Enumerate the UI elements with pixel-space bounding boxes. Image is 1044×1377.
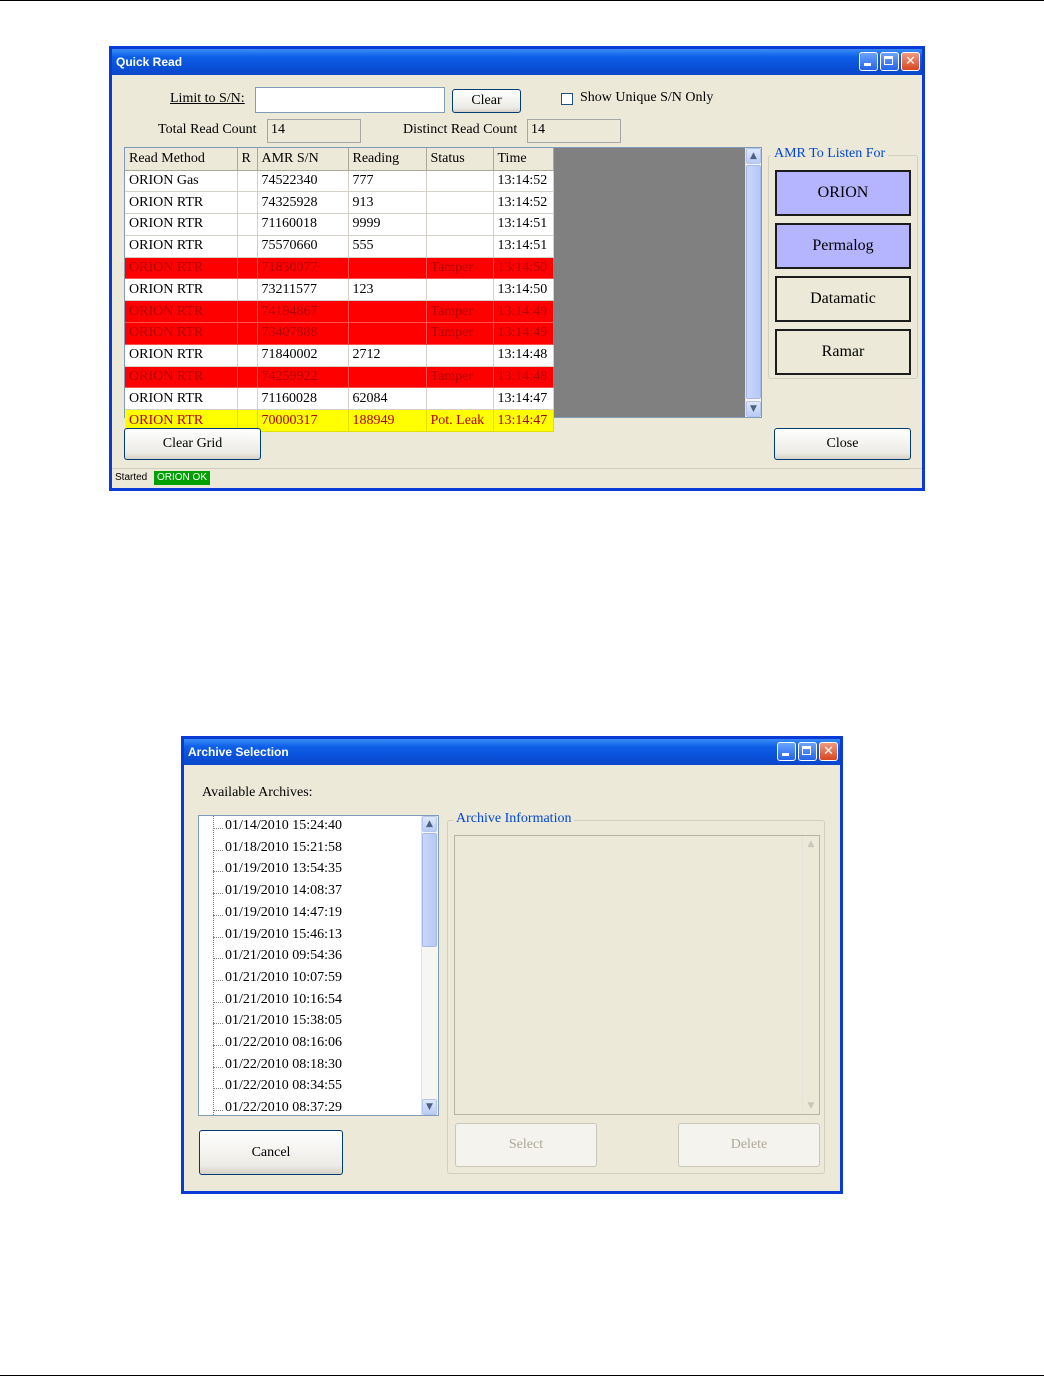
table-cell-status bbox=[426, 192, 493, 214]
table-cell-status: Pot. Leak bbox=[426, 410, 493, 432]
distinct-read-count-value: 14 bbox=[527, 119, 621, 143]
select-button[interactable]: Select bbox=[455, 1123, 597, 1167]
window-title: Quick Read bbox=[116, 55, 183, 69]
grid-header-row bbox=[125, 148, 553, 170]
table-cell-time: 13:14:49 bbox=[493, 301, 553, 323]
table-row[interactable] bbox=[125, 323, 553, 345]
table-cell-reading: 62084 bbox=[348, 388, 426, 410]
table-cell-time: 13:14:50 bbox=[493, 279, 553, 301]
table-cell-method: ORION RTR bbox=[125, 410, 237, 432]
maximize-icon bbox=[799, 743, 816, 760]
archive-item[interactable]: 01/21/2010 15:38:05 bbox=[213, 1013, 342, 1029]
table-cell-status: Tamper bbox=[426, 323, 493, 345]
scroll-down-icon[interactable]: ▼ bbox=[422, 1099, 437, 1115]
table-cell-sn: 71840002 bbox=[257, 344, 348, 366]
scroll-up-icon[interactable]: ▲ bbox=[746, 148, 761, 164]
table-cell-time: 13:14:51 bbox=[493, 214, 553, 236]
reads-table bbox=[125, 148, 554, 432]
table-cell-status: Tamper bbox=[426, 301, 493, 323]
status-badge: ORION OK bbox=[154, 471, 210, 485]
column-header[interactable]: Time bbox=[493, 148, 553, 170]
minimize-button[interactable] bbox=[859, 52, 878, 71]
table-cell-r bbox=[237, 301, 257, 323]
table-cell-reading: 123 bbox=[348, 279, 426, 301]
table-cell-sn: 74259922 bbox=[257, 366, 348, 388]
archive-window-title: Archive Selection bbox=[188, 745, 289, 759]
scroll-up-icon[interactable]: ▲ bbox=[422, 816, 437, 832]
table-cell-method: ORION RTR bbox=[125, 257, 237, 279]
table-cell-r bbox=[237, 279, 257, 301]
table-cell-r bbox=[237, 344, 257, 366]
table-cell-reading bbox=[348, 323, 426, 345]
table-cell-r bbox=[237, 192, 257, 214]
table-cell-reading bbox=[348, 257, 426, 279]
archive-item[interactable]: 01/21/2010 10:07:59 bbox=[213, 970, 342, 986]
table-cell-time: 13:14:47 bbox=[493, 410, 553, 432]
table-cell-time: 13:14:49 bbox=[493, 323, 553, 345]
archive-info-label: Archive Information bbox=[453, 811, 574, 827]
table-cell-r bbox=[237, 170, 257, 192]
table-row[interactable] bbox=[125, 301, 553, 323]
top-page-rule bbox=[0, 0, 1044, 1]
amr-group-label: AMR To Listen For bbox=[771, 146, 888, 162]
table-cell-status bbox=[426, 344, 493, 366]
maximize-button[interactable] bbox=[880, 52, 899, 71]
archive-item[interactable]: 01/14/2010 15:24:40 bbox=[213, 818, 342, 834]
archive-item[interactable]: 01/22/2010 08:16:06 bbox=[213, 1035, 342, 1051]
table-cell-sn: 70000317 bbox=[257, 410, 348, 432]
table-row[interactable] bbox=[125, 170, 553, 192]
table-cell-reading: 2712 bbox=[348, 344, 426, 366]
distinct-read-count-label: Distinct Read Count bbox=[403, 122, 518, 137]
archive-info-group bbox=[447, 811, 825, 1174]
table-cell-reading: 188949 bbox=[348, 410, 426, 432]
close-icon: ✕ bbox=[905, 54, 916, 69]
table-cell-method: ORION RTR bbox=[125, 214, 237, 236]
table-cell-method: ORION Gas bbox=[125, 170, 237, 192]
column-header[interactable]: AMR S/N bbox=[257, 148, 348, 170]
table-cell-status: Tamper bbox=[426, 366, 493, 388]
table-cell-method: ORION RTR bbox=[125, 366, 237, 388]
archive-item[interactable]: 01/22/2010 08:18:30 bbox=[213, 1057, 342, 1073]
amr-button-orion[interactable]: ORION bbox=[775, 170, 911, 216]
archive-info-box bbox=[454, 835, 820, 1115]
unique-sn-label: Show Unique S/N Only bbox=[580, 90, 714, 105]
table-cell-method: ORION RTR bbox=[125, 301, 237, 323]
bottom-page-rule bbox=[0, 1375, 1044, 1376]
table-cell-sn: 71830077 bbox=[257, 257, 348, 279]
table-row[interactable] bbox=[125, 344, 553, 366]
table-row[interactable] bbox=[125, 235, 553, 257]
table-cell-sn: 74194867 bbox=[257, 301, 348, 323]
table-cell-time: 13:14:50 bbox=[493, 257, 553, 279]
clear-button[interactable]: Clear bbox=[452, 89, 521, 113]
table-cell-method: ORION RTR bbox=[125, 323, 237, 345]
table-cell-r bbox=[237, 366, 257, 388]
amr-button-datamatic[interactable]: Datamatic bbox=[775, 276, 911, 322]
archive-close-window-button[interactable] bbox=[819, 742, 838, 761]
quick-read-titlebar[interactable] bbox=[112, 49, 922, 75]
table-cell-reading: 555 bbox=[348, 235, 426, 257]
table-cell-r bbox=[237, 257, 257, 279]
reads-grid[interactable] bbox=[124, 147, 762, 428]
limit-sn-label: Limit to S/N: bbox=[170, 91, 245, 106]
grid-body bbox=[125, 170, 553, 432]
table-cell-r bbox=[237, 214, 257, 236]
archive-item[interactable]: 01/19/2010 13:54:35 bbox=[213, 861, 342, 877]
table-cell-reading bbox=[348, 366, 426, 388]
archive-item[interactable]: 01/21/2010 09:54:36 bbox=[213, 948, 342, 964]
table-cell-time: 13:14:48 bbox=[493, 366, 553, 388]
column-header[interactable]: Reading bbox=[348, 148, 426, 170]
table-cell-sn: 71160018 bbox=[257, 214, 348, 236]
status-text: Started bbox=[115, 472, 148, 483]
grid-scrollbar[interactable] bbox=[745, 148, 761, 417]
table-row[interactable] bbox=[125, 257, 553, 279]
scroll-up-icon: ▲ bbox=[807, 839, 815, 849]
archive-minimize-button[interactable] bbox=[777, 742, 796, 761]
table-row[interactable] bbox=[125, 279, 553, 301]
archive-scrollbar[interactable] bbox=[421, 816, 438, 1115]
archive-titlebar[interactable] bbox=[184, 739, 840, 765]
table-cell-reading: 913 bbox=[348, 192, 426, 214]
table-cell-time: 13:14:47 bbox=[493, 388, 553, 410]
minimize-icon bbox=[860, 53, 877, 70]
archive-item[interactable]: 01/22/2010 08:37:29 bbox=[213, 1100, 342, 1116]
table-cell-reading bbox=[348, 301, 426, 323]
table-cell-status bbox=[426, 235, 493, 257]
table-row[interactable] bbox=[125, 388, 553, 410]
total-read-count-value: 14 bbox=[267, 119, 361, 143]
minimize-icon bbox=[778, 743, 795, 760]
column-header[interactable]: R bbox=[237, 148, 257, 170]
table-cell-sn: 74325928 bbox=[257, 192, 348, 214]
table-cell-time: 13:14:52 bbox=[493, 192, 553, 214]
scroll-down-icon: ▼ bbox=[807, 1101, 815, 1111]
unique-sn-checkbox[interactable] bbox=[561, 93, 573, 105]
table-cell-r bbox=[237, 235, 257, 257]
table-cell-method: ORION RTR bbox=[125, 235, 237, 257]
table-cell-method: ORION RTR bbox=[125, 344, 237, 366]
table-cell-sn: 71160028 bbox=[257, 388, 348, 410]
table-row[interactable] bbox=[125, 366, 553, 388]
close-icon: ✕ bbox=[823, 744, 834, 759]
table-cell-status bbox=[426, 214, 493, 236]
table-cell-reading: 9999 bbox=[348, 214, 426, 236]
table-row[interactable] bbox=[125, 214, 553, 236]
table-cell-time: 13:14:51 bbox=[493, 235, 553, 257]
table-cell-status: Tamper bbox=[426, 257, 493, 279]
amr-button-ramar[interactable]: Ramar bbox=[775, 329, 911, 375]
archive-selection-window bbox=[181, 736, 843, 1194]
table-cell-status bbox=[426, 170, 493, 192]
table-cell-method: ORION RTR bbox=[125, 388, 237, 410]
table-cell-status bbox=[426, 279, 493, 301]
quick-read-window bbox=[109, 46, 925, 491]
scroll-thumb[interactable] bbox=[422, 833, 437, 947]
table-cell-sn: 74522340 bbox=[257, 170, 348, 192]
maximize-icon bbox=[881, 53, 898, 70]
close-window-button[interactable] bbox=[901, 52, 920, 71]
archive-item[interactable]: 01/19/2010 15:46:13 bbox=[213, 927, 342, 943]
table-row[interactable] bbox=[125, 192, 553, 214]
scroll-down-icon[interactable]: ▼ bbox=[746, 401, 761, 417]
scroll-thumb[interactable] bbox=[746, 165, 761, 399]
table-cell-method: ORION RTR bbox=[125, 279, 237, 301]
amr-group bbox=[768, 146, 918, 379]
column-header[interactable]: Status bbox=[426, 148, 493, 170]
total-read-count-label: Total Read Count bbox=[158, 122, 257, 137]
clear-grid-button[interactable]: Clear Grid bbox=[124, 428, 261, 460]
table-cell-sn: 73407888 bbox=[257, 323, 348, 345]
archive-item[interactable]: 01/22/2010 08:34:55 bbox=[213, 1078, 342, 1094]
table-cell-r bbox=[237, 388, 257, 410]
archive-item[interactable]: 01/21/2010 10:16:54 bbox=[213, 992, 342, 1008]
close-button[interactable]: Close bbox=[774, 428, 911, 460]
archive-list[interactable] bbox=[198, 815, 439, 1116]
table-cell-sn: 73211577 bbox=[257, 279, 348, 301]
table-cell-time: 13:14:52 bbox=[493, 170, 553, 192]
delete-button[interactable]: Delete bbox=[678, 1123, 820, 1167]
available-archives-label: Available Archives: bbox=[202, 785, 313, 800]
table-cell-method: ORION RTR bbox=[125, 192, 237, 214]
table-cell-sn: 75570660 bbox=[257, 235, 348, 257]
info-scrollbar bbox=[802, 836, 819, 1114]
archive-maximize-button[interactable] bbox=[798, 742, 817, 761]
status-bar bbox=[112, 468, 922, 488]
table-cell-reading: 777 bbox=[348, 170, 426, 192]
archive-item[interactable]: 01/19/2010 14:08:37 bbox=[213, 883, 342, 899]
limit-sn-input[interactable] bbox=[255, 87, 445, 113]
table-cell-time: 13:14:48 bbox=[493, 344, 553, 366]
cancel-button[interactable]: Cancel bbox=[199, 1130, 343, 1175]
archive-item[interactable]: 01/18/2010 15:21:58 bbox=[213, 840, 342, 856]
archive-item[interactable]: 01/19/2010 14:47:19 bbox=[213, 905, 342, 921]
table-cell-r bbox=[237, 323, 257, 345]
table-cell-status bbox=[426, 388, 493, 410]
column-header[interactable]: Read Method bbox=[125, 148, 237, 170]
amr-button-permalog[interactable]: Permalog bbox=[775, 223, 911, 269]
